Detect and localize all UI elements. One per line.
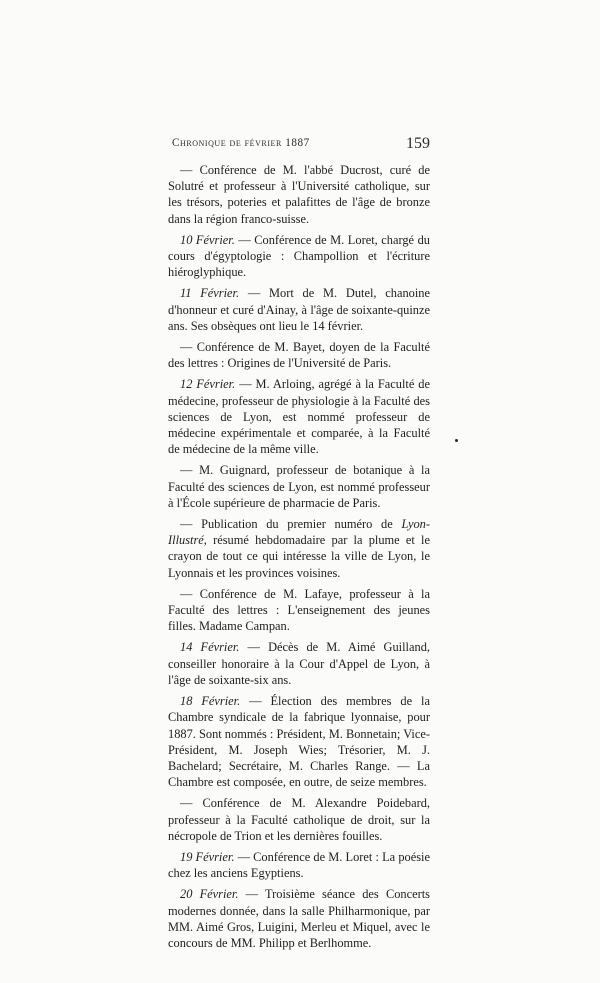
paragraph-text: — Conférence de M. Lafaye, professeur à la Faculté des lettres : L'enseignement des jeunes filles. Madame Campan. <box>168 586 430 634</box>
paragraph-text: — M. Guignard, professeur de botanique à la Faculté des sciences de Lyon, est nommé professeur à l'École supérieure de pharmacie de Paris. <box>168 463 430 510</box>
paragraph-abbe-ducrost <box>168 162 430 227</box>
page-number: 159 <box>406 135 430 152</box>
paragraph-lyon-illustre <box>168 516 430 581</box>
running-title-de: de <box>229 137 242 149</box>
entry-date: 19 Février. <box>180 849 235 864</box>
running-title-year: 1887 <box>285 137 310 149</box>
paragraph-text: — Conférence de M. Loret : La poésie chez les anciens Egyptiens. <box>168 849 430 881</box>
paragraph-text: — Troisième séance des Concerts modernes donnée, dans la salle Philharmonique, par MM. Aimé Gros, Luigini, Merleu et Miquel, avec le concours de MM. Philipp et Berlhomme. <box>168 887 430 950</box>
paragraph-text: — M. Arloing, agrégé à la Faculté de médecine, professeur de physiologie à la Faculté des sciences de Lyon, est nommé professeur de médecine expérimentale et comparée, à la Faculté de médecine de la même ville. <box>168 377 430 457</box>
paragraph-text: — Conférence de M. Alexandre Poidebard, professeur à la Faculté catholique de droit, sur la nécropole de Trion et les dernières fouilles. <box>168 796 430 843</box>
entry-date: 12 Février. <box>180 377 236 392</box>
entry-date: 20 Février. <box>180 887 239 902</box>
paragraph-text: — Décès de M. Aimé Guilland, conseiller honoraire à la Cour d'Appel de Lyon, à l'âge de soixante-six ans. <box>168 640 430 687</box>
page-header <box>172 135 430 157</box>
ink-speck <box>455 439 458 442</box>
paragraph-bayet <box>168 339 430 371</box>
paragraph-12-fevrier <box>168 376 430 457</box>
paragraph-poidebard <box>168 795 430 844</box>
paragraph-lafaye <box>168 586 430 635</box>
entry-date: 11 Février. <box>180 286 240 301</box>
paragraph-11-fevrier <box>168 285 430 334</box>
entry-date: 10 Février. <box>180 232 235 247</box>
paragraph-10-fevrier <box>168 232 430 281</box>
entry-date: 18 Février. <box>180 694 241 709</box>
paragraph-guignard <box>168 462 430 511</box>
publication-title: Lyon-Illustré <box>168 517 430 548</box>
running-title <box>172 137 310 149</box>
entry-date: 14 Février. <box>180 640 240 655</box>
chronicle-body <box>168 162 430 956</box>
running-title-fevrier: février <box>244 137 282 149</box>
paragraph-19-fevrier <box>168 849 430 881</box>
paragraph-text: — Mort de M. Dutel, chanoine d'honneur et curé d'Ainay, à l'âge de soixante-quinze ans. Ses obsèques ont lieu le 14 février. <box>168 286 430 333</box>
paragraph-18-fevrier <box>168 693 430 790</box>
paragraph-text: — Conférence de M. Bayet, doyen de la Faculté des lettres : Origines de l'Université de Paris. <box>168 340 430 371</box>
paragraph-text-before: — Publication du premier numéro de <box>180 517 402 532</box>
paragraph-text-after: , résumé hebdomadaire par la plume et le crayon de tout ce qui intéresse la ville de Lyon, le Lyonnais et les provinces voisines. <box>168 533 430 580</box>
paragraph-text: — Conférence de M. Loret, chargé du cours d'égyptologie : Champollion et l'écriture hiéroglyphique. <box>168 232 430 280</box>
running-title-chronique: Chronique <box>172 137 227 149</box>
paragraph-text: — Conférence de M. l'abbé Ducrost, curé de Solutré et professeur à l'Université catholique, sur les trésors, poteries et palafittes de l'âge de bronze dans la région franco-suisse. <box>168 163 430 226</box>
paragraph-20-fevrier <box>168 886 430 951</box>
paragraph-text: — Élection des membres de la Chambre syndicale de la fabrique lyonnaise, pour 1887. Sont nommés : Président, M. Bonnetain; Vice-Président, M. Joseph Wies; Trésorier, M. J. Bachelard; Secrétaire, M. Charles Range. — La Chambre est composée, en outre, de seize membres. <box>168 694 430 790</box>
paragraph-14-fevrier <box>168 639 430 688</box>
